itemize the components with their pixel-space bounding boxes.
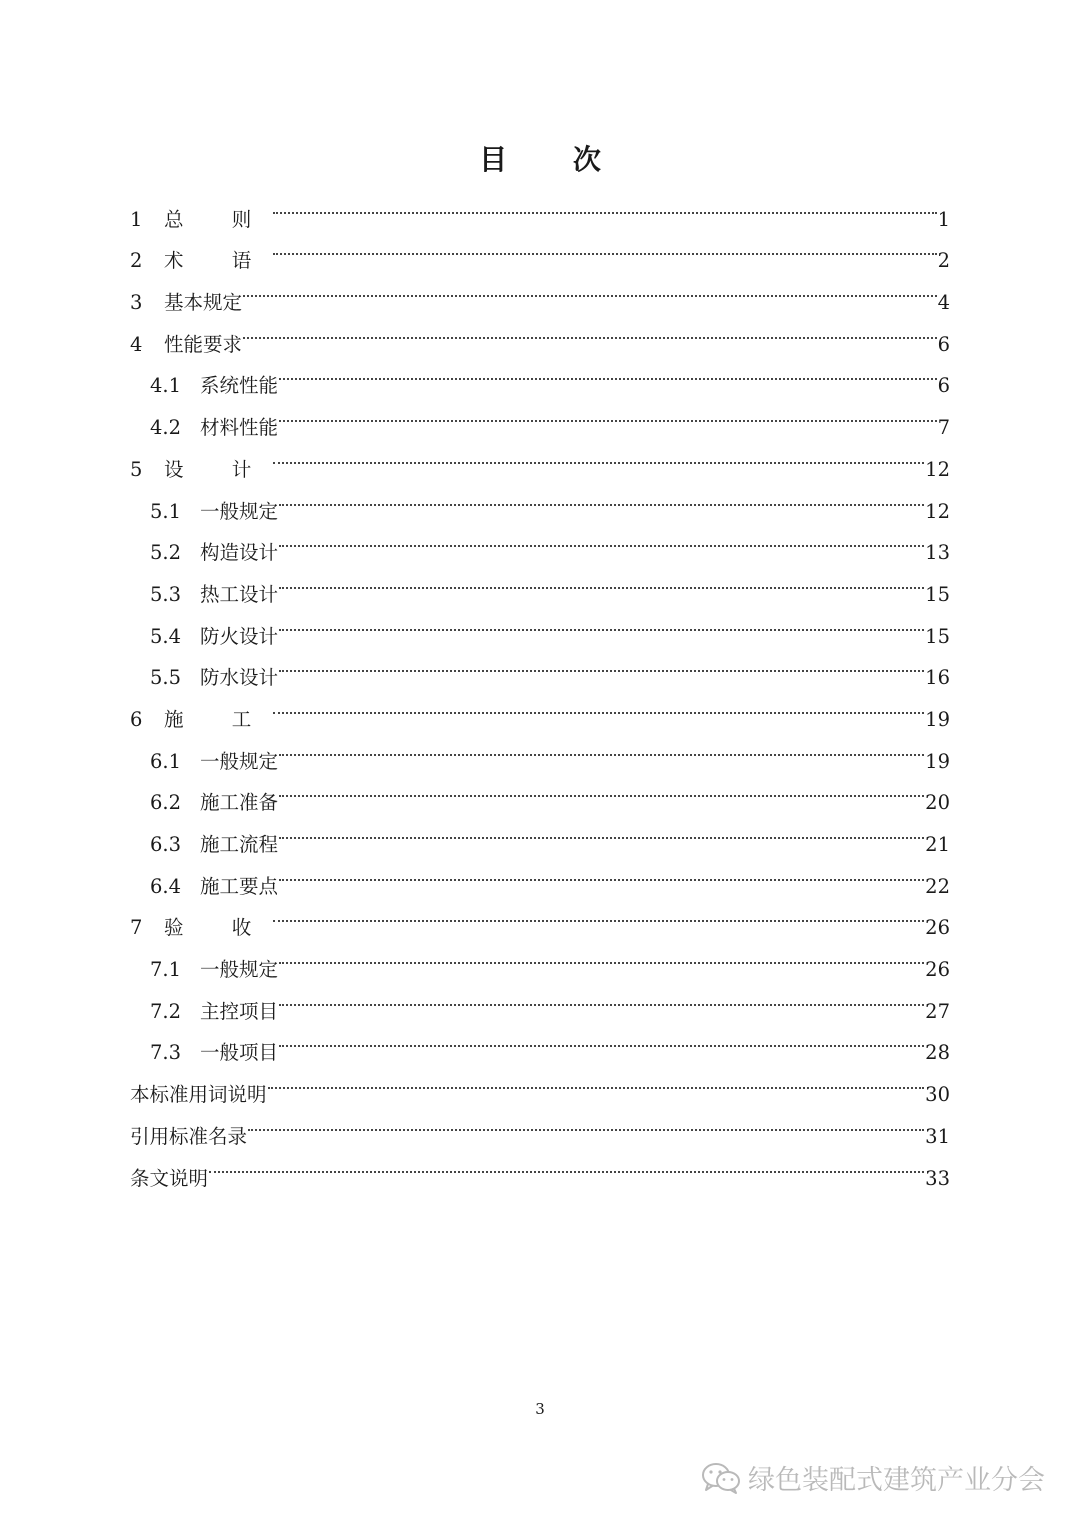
toc-dot-leader: [273, 226, 936, 268]
toc-dot-leader: [279, 1018, 924, 1060]
toc-entry-label: 材料性能: [200, 416, 279, 440]
toc-entry-number: 5.4: [150, 624, 182, 648]
toc-list: [130, 184, 950, 1190]
toc-entry-page: 27: [925, 999, 950, 1023]
toc-entry-number: 5.2: [150, 541, 182, 565]
toc-entry-number: 4.2: [150, 416, 182, 440]
toc-dot-leader: [279, 559, 924, 601]
page-number: 3: [535, 1400, 545, 1418]
watermark-text: 绿色装配式建筑产业分会: [748, 1465, 1045, 1496]
toc-dot-leader: [279, 809, 924, 851]
toc-entry-number: 6.1: [150, 749, 182, 773]
toc-entry[interactable]: [130, 309, 950, 356]
toc-dot-leader: [273, 434, 924, 476]
toc-entry-label: 性能要求: [164, 332, 243, 356]
toc-entry-label: 一般项目: [200, 1041, 279, 1065]
toc-entry-label: 热工设计: [200, 582, 279, 606]
toc-entry-label: 构造设计: [200, 541, 279, 565]
toc-entry-page: 28: [925, 1041, 950, 1065]
toc-entry-number: 7.3: [150, 1041, 182, 1065]
toc-entry-number: 7.1: [150, 958, 182, 982]
toc-entry-label: 引用标准名录: [130, 1124, 248, 1148]
toc-entry-number: 6.2: [150, 791, 182, 815]
toc-dot-leader: [279, 351, 937, 393]
toc-entry-number: 5.1: [150, 499, 182, 523]
toc-entry-page: 12: [925, 457, 950, 481]
toc-entry-number: 2: [130, 249, 143, 273]
toc-entry-label: 验 收: [164, 916, 273, 940]
toc-entry-page: 30: [925, 1083, 950, 1107]
toc-dot-leader: [209, 1143, 924, 1185]
toc-dot-leader: [279, 601, 924, 643]
toc-entry-label: 本标准用词说明: [130, 1083, 267, 1107]
toc-entry-number: 7: [130, 916, 143, 940]
toc-entry-label: 施工要点: [200, 874, 279, 898]
toc-entry[interactable]: [130, 1143, 950, 1190]
toc-entry-number: 5.3: [150, 582, 182, 606]
toc-dot-leader: [279, 726, 924, 768]
toc-entry-label: 一般规定: [200, 749, 279, 773]
toc-entry-number: 6: [130, 707, 143, 731]
toc-dot-leader: [279, 643, 924, 685]
toc-entry-number: 6.3: [150, 833, 182, 856]
wechat-icon: [700, 1460, 742, 1496]
toc-entry-page: 19: [925, 749, 950, 773]
toc-entry-label: 基本规定: [164, 291, 243, 315]
toc-entry-number: 5: [130, 457, 143, 481]
toc-dot-leader: [279, 976, 924, 1018]
watermark: [700, 1458, 1045, 1497]
toc-entry-label: 施工流程: [200, 833, 279, 856]
toc-title: 目 次: [479, 143, 629, 176]
toc-entry-page: 26: [925, 916, 950, 940]
toc-dot-leader: [279, 518, 924, 560]
toc-entry-page: 6: [937, 332, 950, 356]
toc-entry[interactable]: [130, 267, 950, 315]
toc-dot-leader: [273, 684, 924, 726]
toc-entry-label: 设 计: [164, 457, 273, 481]
toc-entry-page: 12: [925, 499, 950, 523]
toc-dot-leader: [243, 267, 937, 309]
toc-dot-leader: [248, 1101, 924, 1143]
toc-dot-leader: [273, 184, 936, 226]
toc-entry-page: 16: [925, 666, 950, 690]
toc-dot-leader: [279, 768, 924, 810]
toc-entry-label: 一般规定: [200, 499, 279, 523]
toc-entry-page: 21: [925, 833, 950, 856]
toc-entry-page: 4: [937, 291, 950, 315]
toc-dot-leader: [243, 309, 937, 351]
toc-entry-page: 15: [925, 582, 950, 606]
toc-entry[interactable]: [130, 184, 950, 231]
toc-entry-label: 施 工: [164, 707, 273, 731]
toc-entry-number: 4: [130, 332, 143, 356]
toc-entry-label: 防火设计: [200, 624, 279, 648]
toc-entry-page: 6: [937, 374, 950, 398]
toc-dot-leader: [279, 476, 924, 518]
toc-entry-label: 术 语: [164, 249, 273, 273]
toc-entry-label: 主控项目: [200, 999, 279, 1023]
toc-entry-label: 防水设计: [200, 666, 279, 690]
toc-dot-leader: [268, 1059, 925, 1101]
toc-entry-label: 总 则: [164, 207, 273, 231]
toc-entry-page: 22: [925, 874, 950, 898]
toc-entry-page: 19: [925, 707, 950, 731]
toc-entry-number: 6.4: [150, 874, 182, 898]
toc-entry-page: 1: [937, 207, 950, 231]
toc-entry-number: 5.5: [150, 666, 182, 690]
toc-dot-leader: [279, 392, 937, 434]
toc-entry-page: 7: [937, 416, 950, 440]
toc-dot-leader: [279, 851, 924, 893]
toc-dot-leader: [273, 893, 924, 935]
toc-entry-number: 7.2: [150, 999, 182, 1023]
toc-entry-page: 26: [925, 958, 950, 982]
toc-entry-label: 一般规定: [200, 958, 279, 982]
toc-dot-leader: [279, 934, 924, 976]
toc-entry-number: 1: [130, 207, 143, 231]
toc-entry-page: 2: [937, 249, 950, 273]
toc-entry-page: 20: [925, 791, 950, 815]
toc-entry-number: 3: [130, 291, 143, 315]
toc-entry-page: 33: [925, 1166, 950, 1190]
toc-entry[interactable]: [130, 1101, 950, 1148]
toc-entry-label: 条文说明: [130, 1166, 209, 1190]
toc-entry-page: 13: [925, 541, 950, 565]
toc-entry-page: 31: [925, 1124, 950, 1148]
toc-entry[interactable]: [130, 351, 950, 398]
toc-entry-label: 系统性能: [200, 374, 279, 398]
toc-entry-number: 4.1: [150, 374, 182, 398]
toc-entry-page: 15: [925, 624, 950, 648]
toc-entry-label: 施工准备: [200, 791, 279, 815]
